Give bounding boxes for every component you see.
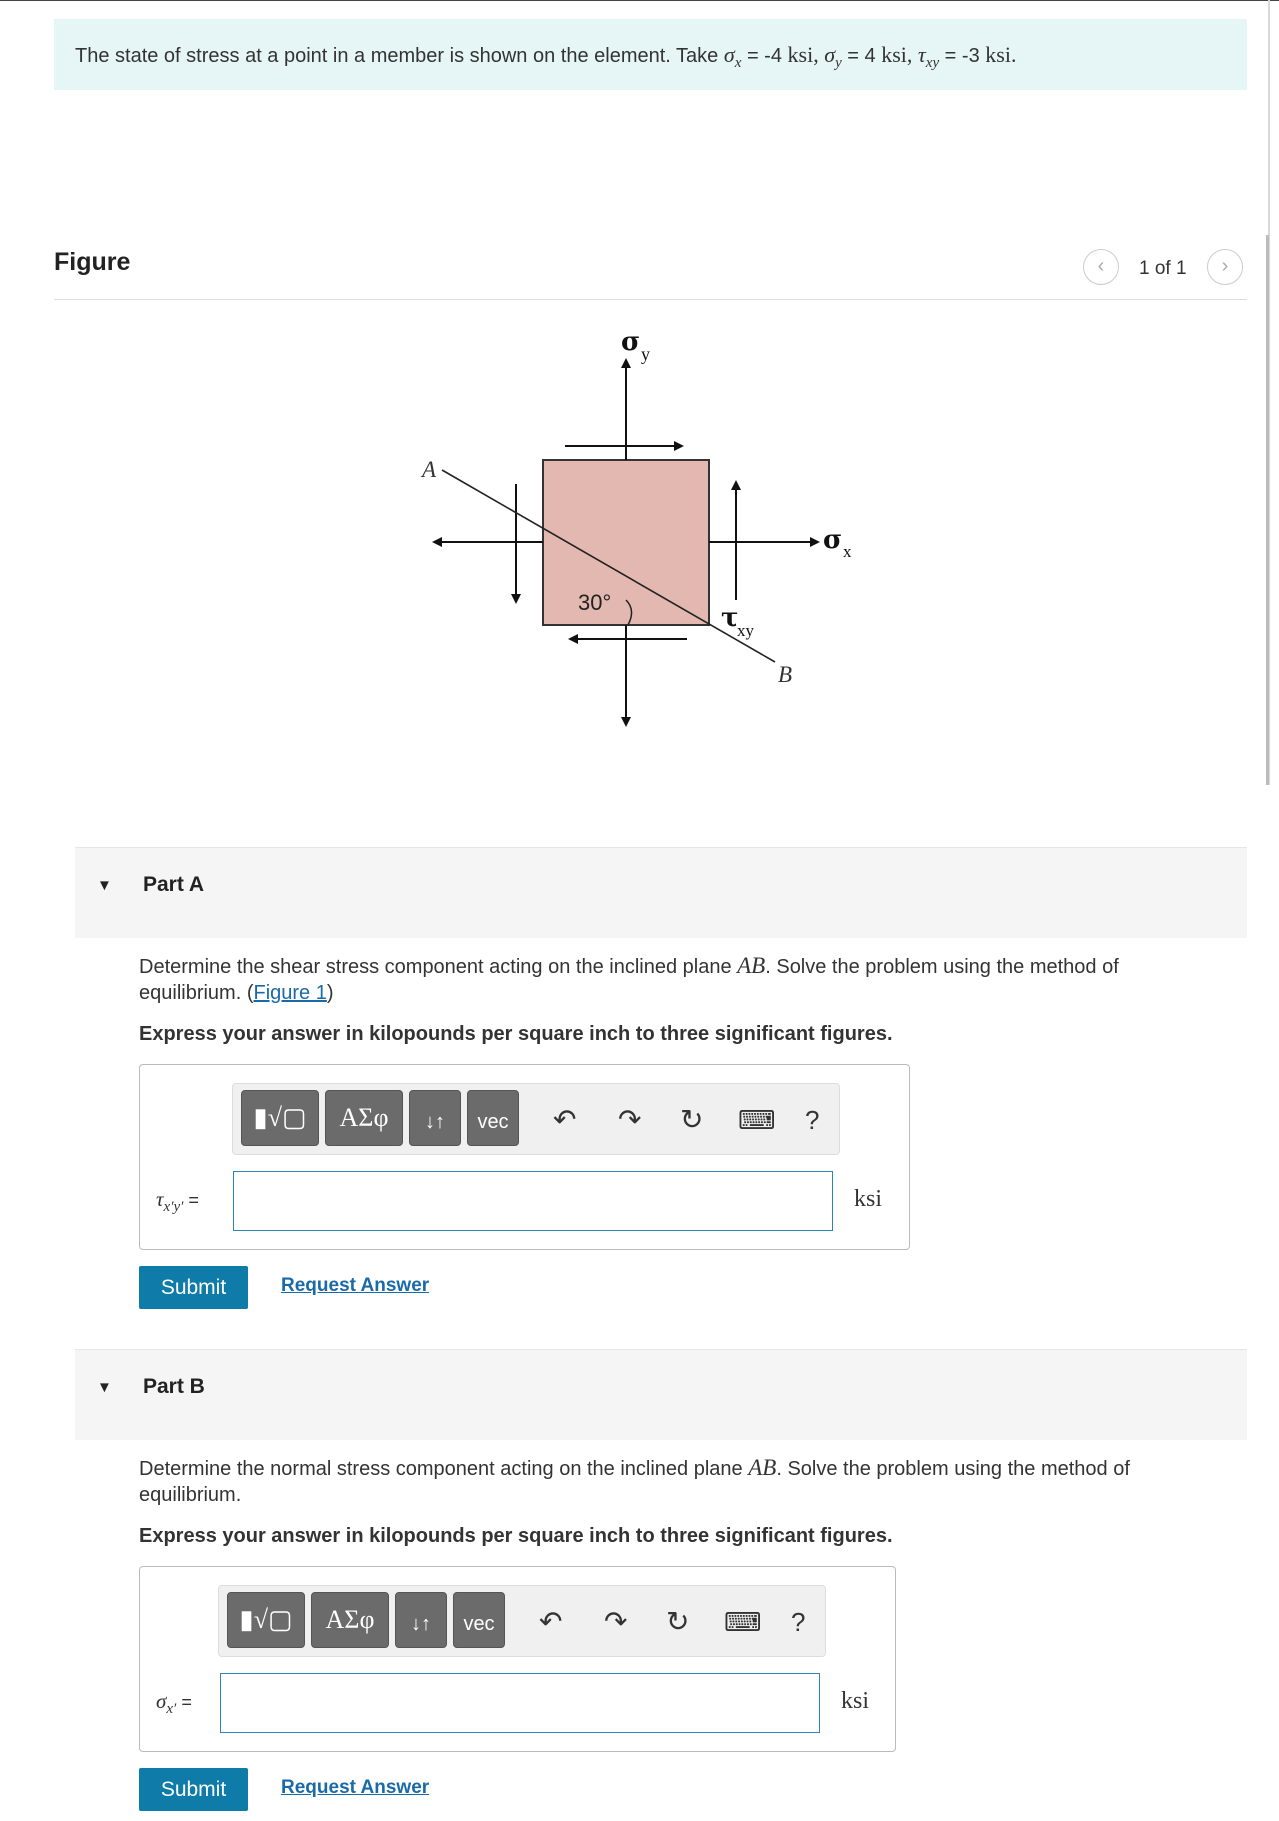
variable-symbol: τ — [156, 1187, 164, 1211]
separator: , — [906, 42, 918, 67]
arrows-button[interactable]: ↓↑ — [395, 1592, 447, 1648]
tau-xy-sub: xy — [925, 55, 940, 71]
keyboard-icon[interactable]: ⌨ — [724, 1607, 762, 1637]
variable-subscript: x′ — [166, 1701, 177, 1717]
figure-title: Figure — [54, 248, 131, 276]
part-b-title: Part B — [143, 1375, 205, 1398]
unit-label: ksi — [841, 1688, 870, 1714]
sigma-x-sub: x — [734, 55, 742, 71]
arrows-button[interactable]: ↓↑ — [409, 1090, 461, 1146]
variable-label — [156, 1187, 199, 1216]
sigma-y-sub-label: y — [641, 344, 650, 364]
equals-sign: = — [183, 1190, 199, 1210]
problem-lead: The state of stress at a point in a member is shown on the element. Take — [75, 45, 724, 67]
redo-icon[interactable]: ↷ — [604, 1606, 628, 1637]
vector-button[interactable]: vec — [467, 1090, 519, 1146]
math-toolbar — [218, 1585, 826, 1657]
question-text: . Solve the problem using the method of equilibrium. — [139, 1458, 1130, 1506]
part-a-instruction: Express your answer in kilopounds per square inch to three significant figures. — [139, 1023, 893, 1045]
unit-label: ksi — [854, 1186, 883, 1212]
answer-input[interactable] — [233, 1171, 833, 1231]
part-b-question — [139, 1455, 1199, 1508]
point-a-label: A — [422, 457, 437, 482]
variable-subscript: x′y′ — [163, 1199, 184, 1215]
figure-1-link[interactable]: Figure 1 — [253, 982, 327, 1004]
angle-label: 30° — [578, 590, 612, 615]
undo-icon[interactable]: ↶ — [539, 1606, 563, 1637]
reset-icon[interactable]: ↻ — [666, 1606, 690, 1637]
part-a-answer-box — [139, 1064, 910, 1250]
sigma-y-value: = 4 — [841, 45, 882, 67]
submit-button[interactable]: Submit — [139, 1768, 248, 1811]
variable-label — [156, 1689, 192, 1718]
help-icon[interactable]: ? — [805, 1105, 820, 1135]
vector-button[interactable]: vec — [453, 1592, 505, 1648]
templates-button[interactable]: ▮√▢ — [241, 1090, 319, 1146]
scrollbar-thumb[interactable] — [1266, 235, 1269, 785]
sigma-y-sub: y — [835, 55, 842, 71]
sigma-y-symbol: σ — [824, 42, 836, 67]
request-answer-link[interactable]: Request Answer — [281, 1275, 430, 1296]
equals-sign: = — [176, 1692, 192, 1712]
sigma-x-label: σ — [823, 525, 843, 555]
point-b-label: B — [778, 662, 793, 687]
chevron-right-icon[interactable]: › — [1207, 249, 1243, 285]
problem-statement — [54, 19, 1247, 90]
sigma-y-unit: ksi — [881, 42, 907, 67]
plane-ab: AB — [737, 953, 766, 978]
submit-button[interactable]: Submit — [139, 1266, 248, 1309]
part-a-header[interactable] — [75, 847, 1247, 938]
question-text: Determine the normal stress component acting on the inclined plane — [139, 1458, 749, 1480]
keyboard-icon[interactable]: ⌨ — [738, 1105, 776, 1135]
greek-symbols-button[interactable]: ΑΣφ — [325, 1090, 403, 1146]
greek-symbols-button[interactable]: ΑΣφ — [311, 1592, 389, 1648]
sigma-y-label: σ — [621, 327, 641, 357]
top-border — [0, 0, 1279, 1]
period: . — [1010, 42, 1017, 67]
answer-input[interactable] — [220, 1673, 820, 1733]
undo-icon[interactable]: ↶ — [553, 1104, 577, 1135]
plane-ab: AB — [748, 1455, 777, 1480]
part-b-answer-box — [139, 1566, 896, 1752]
reset-icon[interactable]: ↻ — [680, 1104, 704, 1135]
part-b-header[interactable] — [75, 1349, 1247, 1440]
collapse-triangle-icon[interactable]: ▼ — [97, 1379, 112, 1396]
part-b-instruction: Express your answer in kilopounds per square inch to three significant figures. — [139, 1525, 893, 1547]
part-a-question — [139, 953, 1199, 1006]
request-answer-link[interactable]: Request Answer — [281, 1777, 430, 1798]
figure-pagination: 1 of 1 — [1139, 258, 1187, 279]
math-toolbar — [232, 1083, 840, 1155]
tau-xy-label: τ — [721, 603, 739, 633]
collapse-triangle-icon[interactable]: ▼ — [97, 877, 112, 894]
sigma-x-symbol: σ — [723, 42, 735, 67]
redo-icon[interactable]: ↷ — [618, 1104, 642, 1135]
sigma-x-unit: ksi — [787, 42, 814, 67]
question-text: . Solve the problem using the method of equilibrium. ( — [139, 956, 1119, 1004]
question-text: ) — [326, 982, 334, 1004]
tau-xy-sub-label: xy — [737, 621, 754, 640]
variable-symbol: σ — [156, 1689, 167, 1713]
question-text: Determine the shear stress component acting on the inclined plane — [139, 956, 738, 978]
part-a-title: Part A — [143, 873, 205, 896]
figure-divider — [54, 299, 1247, 300]
sigma-x-value: = -4 — [741, 45, 788, 67]
tau-xy-symbol: τ — [917, 42, 926, 67]
tau-xy-unit: ksi — [985, 42, 1011, 67]
sigma-x-sub-label: x — [843, 542, 852, 561]
chevron-left-icon[interactable]: ‹ — [1083, 249, 1119, 285]
help-icon[interactable]: ? — [791, 1607, 806, 1637]
stress-element-diagram — [400, 320, 880, 740]
tau-xy-value: = -3 — [939, 45, 986, 67]
separator: , — [813, 42, 825, 67]
templates-button[interactable]: ▮√▢ — [227, 1592, 305, 1648]
